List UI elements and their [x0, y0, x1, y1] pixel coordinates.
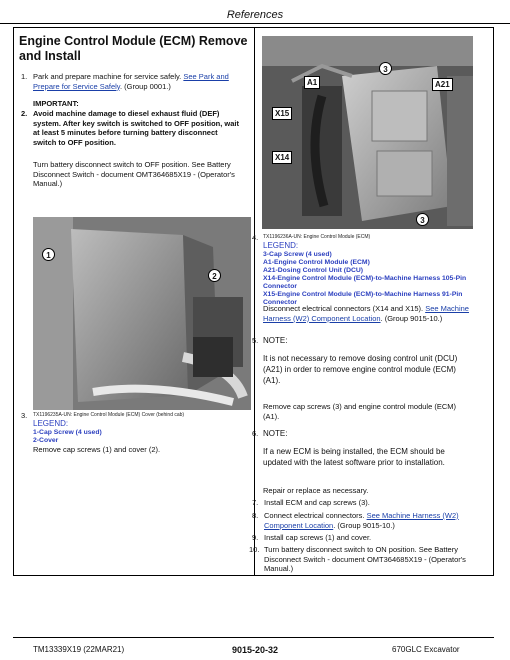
step-3-text: Remove cap screws (1) and cover (2). — [33, 445, 161, 454]
ecm-image — [262, 36, 473, 229]
figure-caption-ecm: TX1196236A-UN: Engine Control Module (ECM) — [263, 234, 371, 240]
ecm-cover-image — [33, 217, 251, 410]
step-5-text: Remove cap screws (3) and engine control module (ECM) (A1). — [263, 402, 456, 421]
step-8: 8. Connect electrical connectors. See Machine Harness (W2) Component Location. (Group 9015-10.) — [252, 511, 459, 530]
harness-link-3[interactable]: See Machine Harness (W2) — [366, 511, 459, 520]
legend-list-ecm — [263, 251, 489, 307]
label-x15: X15 — [272, 107, 292, 120]
callout-2: 2 — [208, 269, 221, 282]
label-x14: X14 — [272, 151, 292, 164]
callout-1: 1 — [42, 248, 55, 261]
label-a1: A1 — [304, 76, 320, 89]
turn-off-instruction: Turn battery disconnect switch to OFF position. See Battery Disconnect Switch - document OMT364685X19 - (Operator's Manual.) — [33, 160, 235, 188]
title-line-2: and Install — [19, 49, 81, 63]
note-body-6: If a new ECM is being installed, the ECM should be updated with the latest software prior to installation. — [263, 447, 445, 467]
harness-link-2[interactable]: Harness (W2) Component Location — [263, 313, 381, 323]
step-6-text: Repair or replace as necessary. — [263, 486, 369, 495]
park-prepare-link-2[interactable]: Prepare for Service Safely — [33, 81, 120, 91]
step-2: 2. Avoid machine damage to diesel exhaust fluid (DEF) system. After key switch is switched to OFF position, wait at least 5 minutes before turning battery disconnect switch to OFF position. — [21, 109, 240, 147]
footer-divider — [13, 637, 494, 638]
callout-3-bottom: 3 — [416, 213, 429, 226]
header-divider — [0, 23, 510, 24]
step-1: 1. Park and prepare machine for service safely. See Park and Prepare for Service Safely. (Group 0001.) — [21, 72, 229, 91]
harness-link-1[interactable]: See Machine — [425, 304, 469, 313]
note-body-5: It is not necessary to remove dosing control unit (DCU) (A21) in order to remove engine control module (ECM) (A1). — [263, 354, 458, 385]
callout-3-top: 3 — [379, 62, 392, 75]
legend-item: X14-Engine Control Module (ECM)-to-Machine Harness 105-Pin — [263, 275, 467, 282]
header-title: References — [226, 9, 284, 21]
important-label: IMPORTANT: — [33, 99, 79, 108]
footer-machine: 670GLC Excavator — [392, 645, 460, 654]
label-a21: A21 — [432, 78, 453, 91]
legend-item: Connector — [263, 299, 297, 306]
legend-item: 1-Cap Screw (4 used) — [33, 429, 102, 436]
footer-doc-id: TM13339X19 (22MAR21) — [33, 645, 125, 654]
legend-item: A1-Engine Control Module (ECM) — [263, 259, 370, 266]
note-label-5: NOTE: — [263, 336, 288, 345]
legend-item: X15-Engine Control Module (ECM)-to-Machine Harness 91-Pin — [263, 291, 463, 298]
ecm-cover-photo — [33, 217, 251, 410]
legend-item: 3-Cap Screw (4 used) — [263, 251, 332, 258]
figure-caption-cover: TX1196235A-UN: Engine Control Module (ECM) Cover (behind cab) — [33, 412, 185, 418]
legend-title-cover: LEGEND: — [33, 419, 69, 428]
legend-item: 2-Cover — [33, 437, 59, 444]
harness-link-4[interactable]: Component Location — [264, 520, 334, 530]
legend-title-ecm: LEGEND: — [263, 241, 299, 250]
note-label-6: NOTE: — [263, 429, 288, 438]
legend-item: Connector — [263, 283, 297, 290]
footer-page-number: 9015-20-32 — [231, 645, 279, 655]
title-line-1: Engine Control Module (ECM) Remove — [19, 34, 248, 48]
ecm-photo — [262, 36, 473, 229]
park-prepare-link-1[interactable]: See Park and — [183, 72, 229, 81]
page-title — [19, 34, 251, 64]
step-4-text: Disconnect electrical connectors (X14 and X15). See Machine Harness (W2) Component Location. (Group 9015-10.) — [263, 304, 469, 323]
legend-item: A21-Dosing Control Unit (DCU) — [263, 267, 364, 274]
